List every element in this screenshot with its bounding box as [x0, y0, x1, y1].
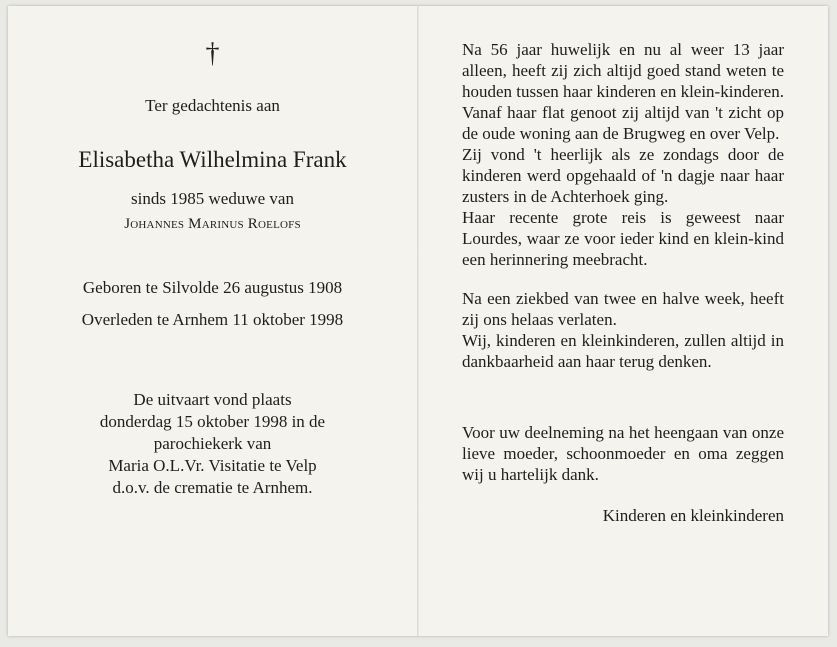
thanks-paragraph: Voor uw deelneming na het heengaan van onze lieve moeder, schoonmoeder en oma zeggen wij u hartelijk dank. — [462, 423, 784, 484]
right-panel — [462, 39, 784, 526]
widow-of-text: sinds 1985 weduwe van — [131, 189, 294, 208]
funeral-line-1: De uitvaart vond plaats — [133, 390, 292, 409]
funeral-line-3: parochiekerk van — [153, 434, 272, 453]
card-fold — [417, 6, 419, 636]
memorial-paragraph-4: Haar recente grote reis is geweest naar Lourdes, waar ze voor ieder kind en klein-kind een herinnering meebracht. — [462, 208, 784, 269]
spouse-name: Johannes Marinus Roelofs — [124, 216, 301, 232]
memorial-paragraph-6: Wij, kinderen en kleinkinderen, zullen altijd in dankbaarheid aan haar terug denken. — [462, 331, 784, 371]
intro-text: Ter gedachtenis aan — [145, 96, 280, 115]
funeral-line-4: Maria O.L.Vr. Visitatie te Velp — [108, 456, 317, 475]
funeral-line-5: d.o.v. de crematie te Arnhem. — [112, 478, 313, 497]
spacer — [462, 372, 784, 422]
signature: Kinderen en kleinkinderen — [602, 506, 784, 525]
left-panel — [8, 6, 417, 636]
memorial-paragraph-2: Vanaf haar flat genoot zij altijd van 't zicht op de oude woning aan de Brugweg en over Velp. — [462, 103, 784, 143]
deceased-name: Elisabetha Wilhelmina Frank — [78, 147, 347, 172]
funeral-line-2: donderdag 15 oktober 1998 in de — [99, 412, 326, 431]
memorial-paragraph-1: Na 56 jaar huwelijk en nu al weer 13 jaar alleen, heeft zij zich altijd goed stand weten te houden tussen haar kinderen en klein-kinderen. — [462, 40, 784, 101]
memorial-paragraph-5: Na een ziekbed van twee en halve week, heeft zij ons helaas verlaten. — [462, 289, 784, 329]
death-line: Overleden te Arnhem 11 oktober 1998 — [81, 310, 344, 329]
cross-icon: † — [205, 38, 220, 69]
birth-line: Geboren te Silvolde 26 augustus 1908 — [82, 278, 343, 297]
spacer — [462, 270, 784, 288]
memorial-paragraph-3: Zij vond 't heerlijk als ze zondags door de kinderen werd opgehaald of 'n dagje naar haar zusters in de Achterhoek ging. — [462, 145, 784, 206]
